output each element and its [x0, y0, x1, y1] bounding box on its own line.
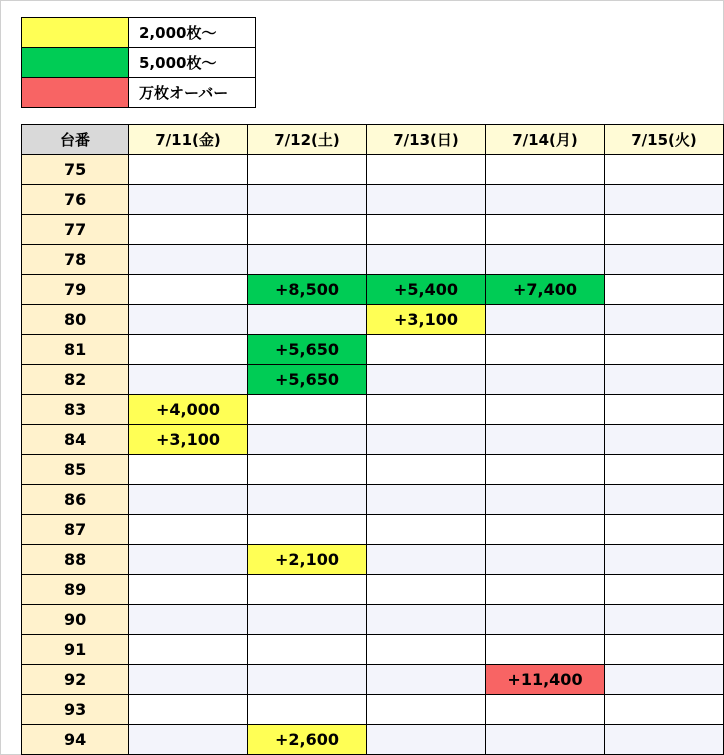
result-cell [605, 305, 724, 335]
result-cell [486, 395, 605, 425]
machine-number-cell: 80 [22, 305, 129, 335]
machine-number-cell: 89 [22, 575, 129, 605]
table-row [22, 245, 724, 275]
result-cell [129, 485, 248, 515]
machine-number-cell: 79 [22, 275, 129, 305]
result-cell [129, 725, 248, 755]
table-row [22, 185, 724, 215]
result-cell [367, 185, 486, 215]
result-cell [367, 155, 486, 185]
result-cell [605, 335, 724, 365]
result-cell [486, 365, 605, 395]
result-cell [486, 215, 605, 245]
result-cell: +4,000 [129, 395, 248, 425]
result-cell [367, 485, 486, 515]
machine-number-cell: 84 [22, 425, 129, 455]
result-cell [248, 455, 367, 485]
results-table [21, 124, 724, 755]
machine-number-cell: 90 [22, 605, 129, 635]
table-row [22, 305, 724, 335]
legend-label: 万枚オーバー [129, 78, 256, 108]
result-cell [486, 425, 605, 455]
machine-number-cell: 86 [22, 485, 129, 515]
result-cell [486, 305, 605, 335]
date-header: 7/12(土) [248, 125, 367, 155]
table-row [22, 215, 724, 245]
result-cell [367, 545, 486, 575]
result-cell [367, 455, 486, 485]
result-cell [367, 395, 486, 425]
machine-number-cell: 92 [22, 665, 129, 695]
result-cell [486, 575, 605, 605]
result-cell: +3,100 [129, 425, 248, 455]
table-row [22, 395, 724, 425]
machine-number-cell: 78 [22, 245, 129, 275]
result-cell [129, 365, 248, 395]
result-cell [605, 215, 724, 245]
date-header: 7/11(金) [129, 125, 248, 155]
result-cell [248, 635, 367, 665]
result-cell [605, 575, 724, 605]
result-cell [248, 215, 367, 245]
result-cell [367, 215, 486, 245]
result-cell [486, 485, 605, 515]
machine-number-cell: 81 [22, 335, 129, 365]
result-cell [248, 305, 367, 335]
result-cell: +2,100 [248, 545, 367, 575]
result-cell [367, 635, 486, 665]
result-cell [248, 485, 367, 515]
result-cell [486, 695, 605, 725]
result-cell [129, 455, 248, 485]
result-cell [367, 365, 486, 395]
result-cell [248, 155, 367, 185]
result-cell [605, 275, 724, 305]
table-row [22, 635, 724, 665]
result-cell [605, 395, 724, 425]
result-cell [367, 515, 486, 545]
result-cell [248, 185, 367, 215]
result-cell [129, 305, 248, 335]
result-cell [248, 575, 367, 605]
machine-number-cell: 83 [22, 395, 129, 425]
result-cell [129, 185, 248, 215]
table-row [22, 665, 724, 695]
result-cell [486, 515, 605, 545]
result-cell [129, 605, 248, 635]
table-row [22, 425, 724, 455]
result-cell [486, 605, 605, 635]
legend-swatch-yellow [22, 18, 129, 48]
result-cell [129, 155, 248, 185]
machine-number-cell: 82 [22, 365, 129, 395]
header-row [22, 125, 724, 155]
result-cell [248, 515, 367, 545]
result-cell [129, 215, 248, 245]
result-cell [486, 185, 605, 215]
legend-swatch-red [22, 78, 129, 108]
result-cell [367, 725, 486, 755]
result-cell [605, 545, 724, 575]
result-cell [129, 575, 248, 605]
table-row [22, 575, 724, 605]
result-cell [129, 695, 248, 725]
result-cell [605, 155, 724, 185]
machine-number-cell: 76 [22, 185, 129, 215]
result-cell [248, 605, 367, 635]
legend-row [22, 18, 256, 48]
table-row [22, 725, 724, 755]
machine-number-cell: 91 [22, 635, 129, 665]
machine-number-cell: 85 [22, 455, 129, 485]
result-cell [129, 665, 248, 695]
result-cell [605, 185, 724, 215]
result-cell: +5,650 [248, 335, 367, 365]
table-row [22, 155, 724, 185]
result-cell [129, 275, 248, 305]
date-header: 7/14(月) [486, 125, 605, 155]
date-header: 7/15(火) [605, 125, 724, 155]
result-cell [367, 335, 486, 365]
result-cell: +7,400 [486, 275, 605, 305]
result-cell [129, 335, 248, 365]
result-cell [605, 665, 724, 695]
result-cell [605, 365, 724, 395]
result-cell: +11,400 [486, 665, 605, 695]
result-cell [367, 695, 486, 725]
result-cell: +3,100 [367, 305, 486, 335]
result-cell [367, 575, 486, 605]
result-cell [486, 635, 605, 665]
result-cell [605, 245, 724, 275]
result-cell [486, 455, 605, 485]
machine-number-header: 台番 [22, 125, 129, 155]
machine-number-cell: 93 [22, 695, 129, 725]
table-row [22, 605, 724, 635]
result-cell [129, 515, 248, 545]
result-cell [605, 515, 724, 545]
table-row [22, 455, 724, 485]
result-cell [248, 665, 367, 695]
result-cell [605, 725, 724, 755]
table-row [22, 515, 724, 545]
date-header: 7/13(日) [367, 125, 486, 155]
table-row [22, 545, 724, 575]
result-cell: +2,600 [248, 725, 367, 755]
result-cell [129, 245, 248, 275]
machine-number-cell: 87 [22, 515, 129, 545]
result-cell: +8,500 [248, 275, 367, 305]
result-cell [605, 485, 724, 515]
table-row [22, 365, 724, 395]
result-cell [486, 335, 605, 365]
result-cell [605, 605, 724, 635]
result-cell [486, 545, 605, 575]
table-row [22, 695, 724, 725]
result-cell [486, 245, 605, 275]
legend-label: 5,000枚～ [129, 48, 256, 78]
result-cell [367, 665, 486, 695]
machine-number-cell: 75 [22, 155, 129, 185]
table-row [22, 335, 724, 365]
result-cell [248, 695, 367, 725]
result-cell [248, 245, 367, 275]
machine-number-cell: 94 [22, 725, 129, 755]
result-cell [486, 725, 605, 755]
legend-row [22, 78, 256, 108]
result-cell [605, 635, 724, 665]
result-cell [486, 155, 605, 185]
result-cell [129, 635, 248, 665]
table-row [22, 275, 724, 305]
result-cell [605, 455, 724, 485]
machine-number-cell: 88 [22, 545, 129, 575]
machine-number-cell: 77 [22, 215, 129, 245]
table-row [22, 485, 724, 515]
result-cell [248, 425, 367, 455]
result-cell [605, 695, 724, 725]
result-cell [367, 245, 486, 275]
result-cell [248, 395, 367, 425]
result-cell [367, 605, 486, 635]
result-cell [605, 425, 724, 455]
result-cell [129, 545, 248, 575]
result-cell [367, 425, 486, 455]
result-cell: +5,650 [248, 365, 367, 395]
result-cell: +5,400 [367, 275, 486, 305]
legend-swatch-green [22, 48, 129, 78]
legend-table [21, 17, 256, 108]
legend-row [22, 48, 256, 78]
legend-label: 2,000枚～ [129, 18, 256, 48]
